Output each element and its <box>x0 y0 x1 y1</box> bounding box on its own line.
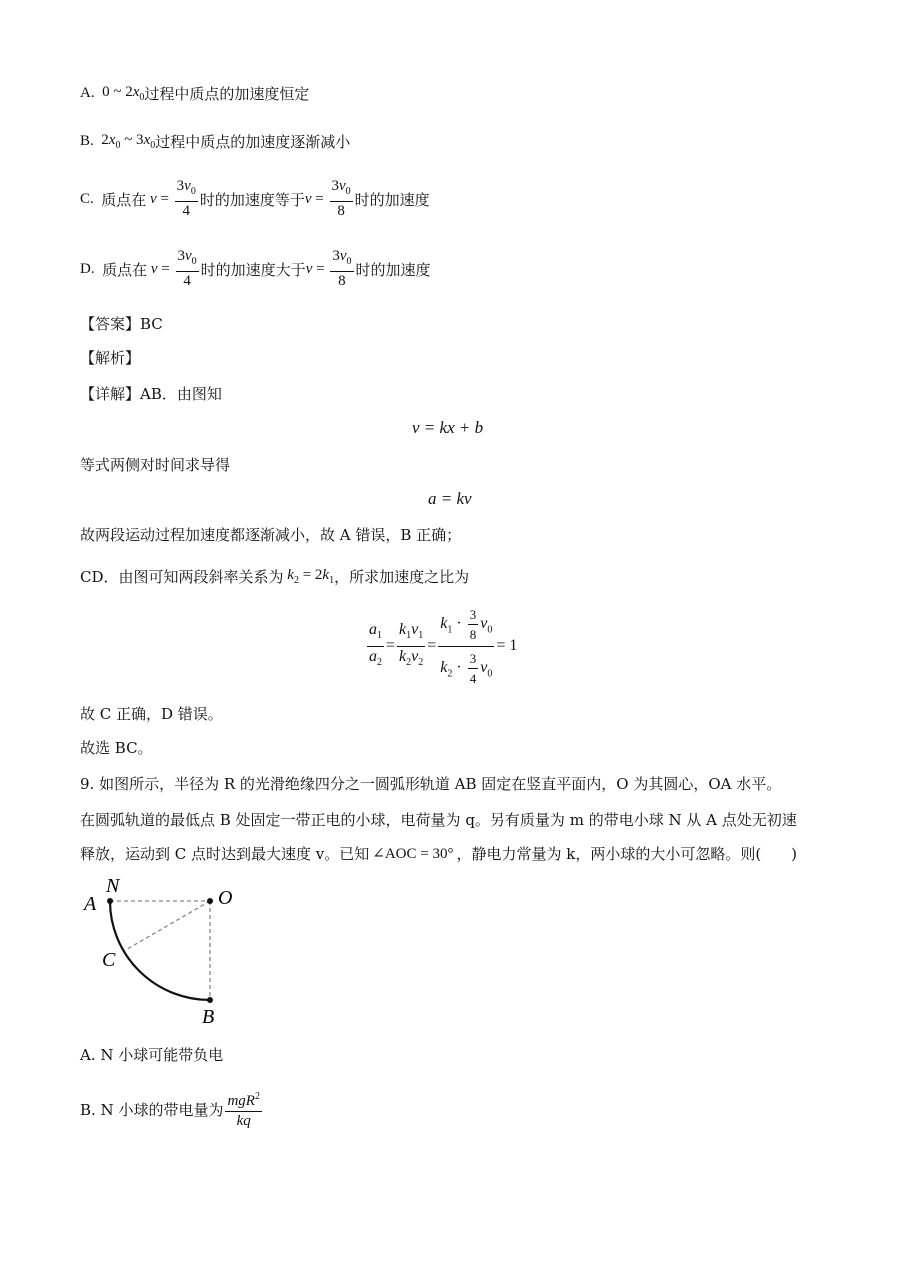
option-c-v1: v <box>146 190 157 207</box>
option-a-text: 过程中质点的加速度恒定 <box>144 84 310 103</box>
option-a-label: A. <box>80 84 103 101</box>
q9-line-3 <box>80 842 797 864</box>
line-oc <box>124 901 210 951</box>
option-c-pre: 质点在 <box>101 190 147 209</box>
option-a-expr: 0 ~ $2x_0$ <box>102 83 145 103</box>
option-d-mid: 时的加速度大于 <box>200 260 306 279</box>
label-n: N <box>106 875 120 897</box>
q9-option-b-pre: B. N 小球的带电量为 <box>80 1100 224 1119</box>
option-a <box>80 82 309 104</box>
option-d-post: 时的加速度 <box>355 260 431 279</box>
q9-line-1: 9. 如图所示，半径为 R 的光滑绝缘四分之一圆弧形轨道 AB 固定在竖直平面内，O 为其圆心，OA 水平。 <box>80 775 782 793</box>
option-d-frac-1: $\frac{3v_0}{4}$ <box>177 248 197 289</box>
option-c: C. 质点在 v = $\frac{3v_0}{4}$ 时的加速度等于 v = $\frac{3v_0}{8}$ 时的加速度 <box>80 178 430 219</box>
conclusion-ab: 故两段运动过程加速度都逐渐减小，故 A 错误，B 正确； <box>80 526 462 544</box>
final-choice: 故选 BC。 <box>80 739 153 757</box>
option-d-v2: v <box>305 260 313 277</box>
option-d-label: D. <box>80 260 103 277</box>
q9-option-b <box>80 1084 264 1134</box>
q9-angle: ∠AOC = 30° <box>372 845 454 862</box>
option-d-v1: v <box>147 260 158 277</box>
conclusion-cd: 故 C 正确，D 错误。 <box>80 705 223 723</box>
q9-option-b-frac: $\frac{mgR^2}{kq}$ <box>225 1087 262 1131</box>
q9-option-a: A. N 小球可能带负电 <box>80 1046 224 1064</box>
option-b-expr: $2x_0$ ~ $3x_0$ <box>101 131 156 151</box>
option-d-pre: 质点在 <box>102 260 148 279</box>
ratio-complex: $k_1$ · $\frac{3}{8}$ $v_0$ $k_2$ · $\frac{3}{4}$ $v_0$ <box>440 606 493 686</box>
q9-line-3-post: ，静电力常量为 k，两小球的大小可忽略。则( ) <box>456 844 798 863</box>
label-a: A <box>84 893 97 915</box>
option-c-post: 时的加速度 <box>354 190 430 209</box>
option-c-frac-2: $\frac{3v_0}{8}$ <box>331 178 351 219</box>
ratio-equation: $\frac{a_1}{a_2}$ = $\frac{k_1v_1}{k_2v_2}$ = $k_1$ · $\frac{3}{8}$ $v_0$ $k_2$ · $\frac{3}{4}$ $v_0$ = 1 <box>369 606 518 686</box>
slope-relation: $k_2 = 2k_1$ <box>287 566 335 586</box>
option-b <box>80 130 350 152</box>
option-c-frac-1: $\frac{3v_0}{4}$ <box>176 178 196 219</box>
arc-track-diagram <box>80 872 260 1032</box>
option-d-frac-2: $\frac{3v_0}{8}$ <box>332 248 352 289</box>
cd-pre: CD．由图可知两段斜率关系为 <box>80 567 284 586</box>
detail-intro: 【详解】AB．由图知 <box>80 385 222 403</box>
ratio-k1v1-k2v2: $\frac{k_1v_1}{k_2v_2}$ <box>399 621 424 668</box>
cd-post: ，所求加速度之比为 <box>334 567 470 586</box>
point-a-dot <box>107 898 113 904</box>
answer-line: 【答案】BC <box>80 315 163 333</box>
option-b-label: B. <box>80 132 102 149</box>
q9-line-3-pre: 释放，运动到 C 点时达到最大速度 v。已知 <box>80 844 370 863</box>
ratio-a1-a2: $\frac{a_1}{a_2}$ <box>369 621 382 668</box>
point-b-dot <box>207 997 213 1003</box>
analysis-heading: 【解析】 <box>80 349 141 367</box>
cd-line <box>80 563 469 589</box>
option-c-mid: 时的加速度等于 <box>199 190 305 209</box>
q9-line-2: 在圆弧轨道的最低点 B 处固定一带正电的小球，电荷量为 q。另有质量为 m 的带电小球 N 从 A 点处无初速 <box>80 811 797 829</box>
point-o-dot <box>207 898 213 904</box>
equation-2: a = kv <box>428 489 472 508</box>
equation-1: v = kx + b <box>412 418 484 437</box>
label-c: C <box>102 949 116 971</box>
label-b: B <box>202 1006 215 1028</box>
label-o: O <box>218 887 233 909</box>
option-d: D. 质点在 v = $\frac{3v_0}{4}$ 时的加速度大于 v = $\frac{3v_0}{8}$ 时的加速度 <box>80 248 431 289</box>
derive-text: 等式两侧对时间求导得 <box>80 456 231 474</box>
option-c-v2: v <box>304 190 312 207</box>
option-b-text: 过程中质点的加速度逐渐减小 <box>155 132 351 151</box>
option-c-label: C. <box>80 190 102 207</box>
